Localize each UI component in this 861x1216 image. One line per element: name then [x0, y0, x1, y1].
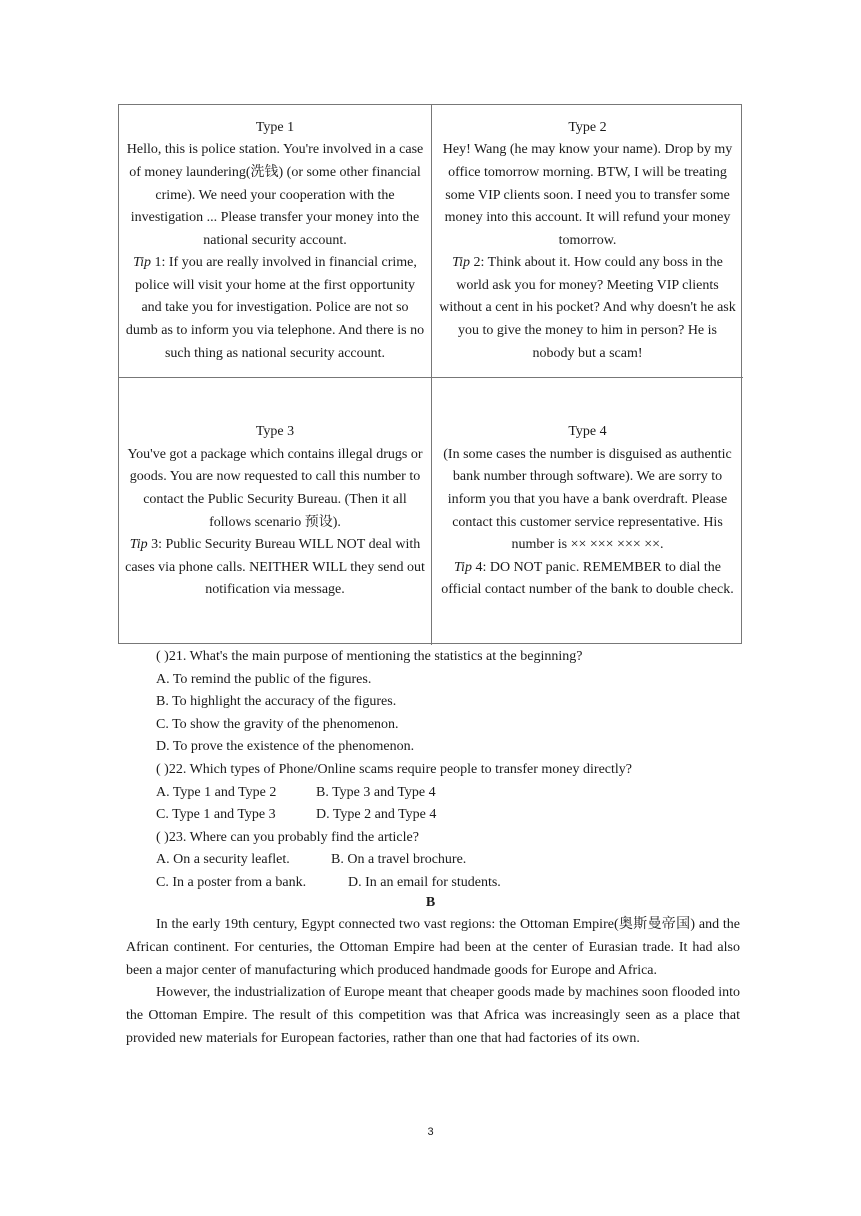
question-23-option-b: B. On a travel brochure.: [331, 852, 467, 868]
question-23-option-a: A. On a security leaflet.: [156, 852, 290, 868]
question-22-options-row-1: [156, 782, 776, 805]
type-2-tip: [438, 252, 737, 365]
type-2-body: Hey! Wang (he may know your name). Drop by my office tomorrow morning. BTW, I will be treating some VIP clients soon. I need you to transfer some money into this account. It will refund your money tomorrow.: [442, 142, 733, 248]
question-23-stem: ( )23. Where can you probably find the article?: [156, 829, 419, 845]
type-4-body: (In some cases the number is disguised as authentic bank number through software). We are sorry to inform you that you have a bank overdraft. Please contact this customer service representative. His number is ×× ××× ××× ××.: [443, 446, 732, 553]
tip-label: Tip: [133, 255, 151, 271]
type-4-cell: [432, 378, 743, 645]
tip-label: Tip: [454, 559, 472, 575]
type-2-tip-text: 2: Think about it. How could any boss in the world ask you for money? Meeting VIP clients without a cent in his pocket? And why doesn't he ask you to give the money to him in person? He is nobody but a scam!: [439, 255, 736, 361]
type-3-tip-text: 3: Public Security Bureau WILL NOT deal with cases via phone calls. NEITHER WILL they send out notification via message.: [125, 537, 425, 598]
type-1-cell: [119, 105, 432, 378]
type-3-cell: [119, 378, 432, 645]
section-b-heading: B: [425, 895, 436, 910]
type-1-tip: [125, 252, 425, 365]
tip-label: Tip: [129, 537, 148, 553]
scam-types-table: [118, 104, 742, 644]
type-4-tip: [438, 557, 737, 602]
type-1-title: Type 1: [255, 119, 295, 135]
question-23-option-d: D. In an email for students.: [348, 874, 501, 890]
question-22-option-b: B. Type 3 and Type 4: [316, 784, 436, 800]
question-22-stem: ( )22. Which types of Phone/Online scams require people to transfer money directly?: [156, 761, 632, 777]
tip-label: Tip: [452, 255, 470, 271]
passage-b: [126, 914, 740, 1051]
page-number: 3: [427, 1126, 434, 1138]
question-22-options-row-2: [156, 804, 776, 827]
passage-b-paragraph-1: In the early 19th century, Egypt connected two vast regions: the Ottoman Empire(奥斯曼帝国) and the African continent. For centuries, the Ottoman Empire had been at the center of Eurasian trade. It had also been a major center of manufacturing which produced handmade goods for Europe and Africa.: [126, 917, 740, 978]
type-4-tip-text: 4: DO NOT panic. REMEMBER to dial the official contact number of the bank to double check.: [441, 559, 734, 598]
question-21-stem: ( )21. What's the main purpose of mentioning the statistics at the beginning?: [156, 649, 583, 664]
question-21-option-a: A. To remind the public of the figures.: [156, 671, 372, 687]
type-1-body: Hello, this is police station. You're involved in a case of money laundering(洗钱) (or some other financial crime). We need your cooperation with the investigation ... Please transfer your money into the national security account.: [126, 142, 424, 248]
type-3-tip: [125, 534, 425, 602]
question-21-option-d: D. To prove the existence of the phenomenon.: [156, 739, 415, 755]
type-3-title: Type 3: [255, 424, 295, 440]
question-21-option-b: B. To highlight the accuracy of the figures.: [156, 694, 397, 710]
question-22-option-a: A. Type 1 and Type 2: [156, 784, 277, 800]
type-2-title: Type 2: [568, 119, 607, 135]
type-4-title: Type 4: [568, 424, 607, 440]
question-22-option-c: C. Type 1 and Type 3: [156, 807, 276, 823]
question-22-option-d: D. Type 2 and Type 4: [316, 807, 437, 823]
questions-block: [156, 646, 776, 895]
question-23-option-c: C. In a poster from a bank.: [156, 874, 307, 890]
type-2-cell: [432, 105, 743, 378]
passage-b-paragraph-2: However, the industrialization of Europe meant that cheaper goods made by machines soon flooded into the Ottoman Empire. The result of this competition was that Africa was increasingly seen as a place that provided new materials for European factories, rather than one that had factories of its own.: [126, 985, 740, 1046]
question-21-option-c: C. To show the gravity of the phenomenon.: [156, 716, 399, 732]
type-1-tip-text: 1: If you are really involved in financial crime, police will visit your home at the first opportunity and take you for investigation. Police are not so dumb as to inform you via telephone. And there is no such thing as national security account.: [125, 255, 425, 361]
question-23-options-row-1: [156, 849, 776, 872]
type-3-body: You've got a package which contains illegal drugs or goods. You are now requested to call this number to contact the Public Security Bureau. (Then it all follows scenario 预设).: [127, 446, 423, 530]
